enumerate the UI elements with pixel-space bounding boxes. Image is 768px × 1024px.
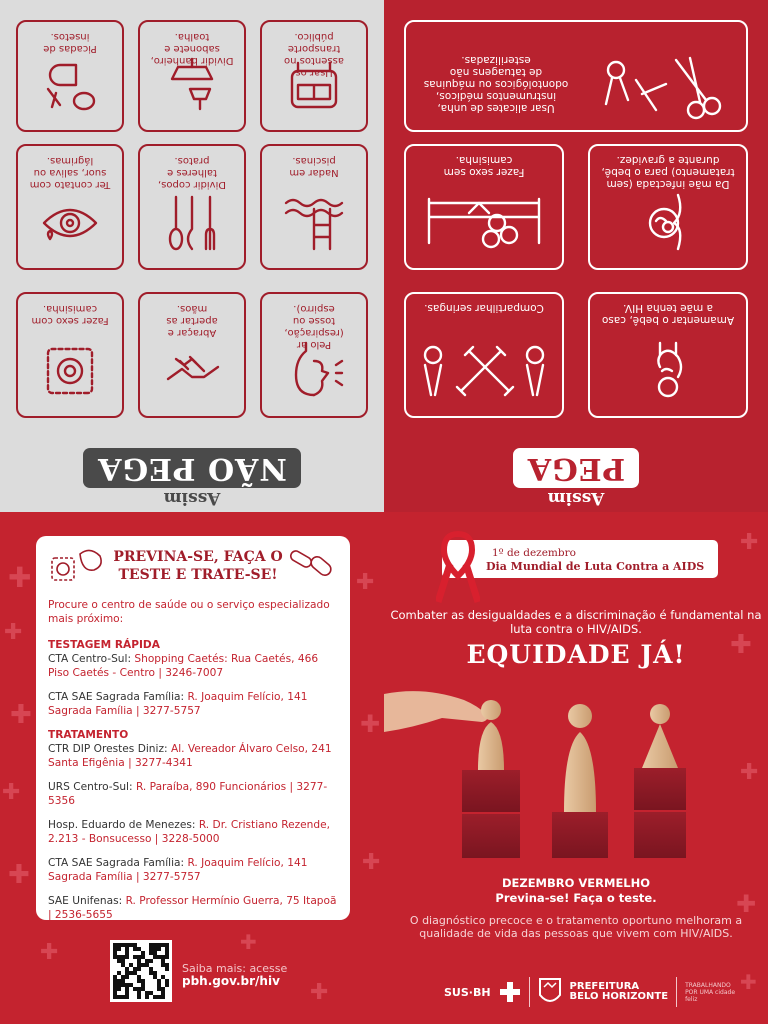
divider [529,977,530,1007]
tile-text: Compartilhar seringas. [424,302,544,314]
tile-text: Usar os assentos no transporte público. [284,31,344,78]
plus-decoration-icon: ✚ [740,530,759,555]
list-item: Hosp. Eduardo de Menezes: R. Dr. Cristiano Rezende, 2.213 - Bonsucesso | 3228-5000 [48,819,330,845]
sus-bh-logo: SUS·BH [444,985,491,999]
saiba-label: Saiba mais: acesse [182,962,288,975]
bh-crest-icon [538,977,562,1007]
nao-pega-tag: NÃO PEGA [83,448,301,488]
saiba-mais [182,962,287,988]
banner-title: Dia Mundial de Luta Contra a AIDS [486,560,705,573]
plus-decoration-icon: ✚ [4,620,23,645]
syringes-people-icon [406,336,562,406]
plus-decoration-icon: ✚ [740,970,757,994]
tile-text: Amamentar o bebê, caso a mãe tenha HIV. [601,302,735,326]
red-ribbon-icon [436,530,480,606]
plus-decoration-icon: ✚ [40,940,59,965]
tile-assentos [260,20,368,132]
qr-code[interactable] [110,940,172,1002]
tile-text: Usar alicates de unha, instrumentos médicos, odontológicos ou máquinas de tatuagens não esterilizadas. [423,54,569,114]
list-item: URS Centro-Sul: R. Paraíba, 890 Funcionários | 3277-5356 [48,781,328,807]
tile-piscina [260,144,368,270]
pregnant-belly-icon [590,188,746,258]
bed-couple-icon [406,188,562,258]
tile-banheiro [138,20,246,132]
nao-pega-title [0,448,384,508]
tile-text: Fazer sexo sem camisinha. [443,154,525,178]
dez-line2: Previna-se! Faça o teste. [495,891,657,905]
assim-label: Assim [547,488,605,508]
tile-ar [260,292,368,418]
wooden-figures-photo [384,680,768,860]
condom-icon [48,544,108,584]
tile-text: Abraçar e apertar as mãos. [166,303,218,338]
date-banner [442,540,718,578]
plus-decoration-icon: ✚ [362,850,381,875]
tile-text: Dividir banheiro, sabonete e toalha. [150,31,234,66]
dez-line1: DEZEMBRO VERMELHO [501,876,651,890]
tile-amamentar [588,292,748,418]
dezembro-vermelho [384,876,768,906]
plus-decoration-icon: ✚ [310,980,329,1005]
headline: EQUIDADE JÁ! [466,640,686,669]
tile-gravidez [588,144,748,270]
poster [384,512,768,1024]
plus-decoration-icon: ✚ [730,630,752,660]
assim-label: Assim [163,488,221,508]
list-item: CTA SAE Sagrada Família: R. Joaquim Felício, 141 Sagrada Família | 3277-5757 [48,691,308,717]
handshake-icon [140,336,244,406]
qr-module [165,995,169,999]
plus-decoration-icon: ✚ [736,890,757,918]
plus-decoration-icon: ✚ [10,700,32,730]
plus-decoration-icon: ✚ [2,780,21,805]
pega-panel [384,0,768,512]
subheadline: Combater as desigualdades e a discriminação é fundamental na luta contra o HIV/AIDS. [390,608,762,636]
sus-cross-icon [499,981,521,1003]
card-intro: Procure o centro de saúde ou o serviço especializado mais próximo: [48,599,330,625]
tile-text: Fazer sexo com camisinha. [31,303,109,326]
tile-seringas [404,292,564,418]
bottom-half [0,512,768,1024]
tile-abracar [138,292,246,418]
card-title: PREVINA-SE, FAÇA O TESTE E TRATE-SE! [113,549,283,583]
tile-text: Da mãe infectada (sem tratamento) para o bebê, durante a gravidez. [601,154,735,190]
cutlery-icon [140,188,244,258]
pills-icon [286,544,336,584]
tile-text: Ter contato com suor, saliva ou lágrimas. [29,155,111,190]
diagnostic-text: O diagnóstico precoce e o tratamento oportuno melhoram a qualidade de vida das pessoas que vivem com HIV/AIDS. [409,914,743,940]
section-testagem: TESTAGEM RÁPIDA [48,639,160,651]
tile-camisinha [16,292,124,418]
list-item: CTA SAE Sagrada Família: R. Joaquim Felício, 141 Sagrada Família | 3277-5757 [48,857,308,883]
plus-decoration-icon: ✚ [740,760,759,785]
tile-suor [16,144,124,270]
list-item: CTR DIP Orestes Diniz: Al. Vereador Álvaro Celso, 241 Santa Efigênia | 3277-4341 [48,743,332,769]
pega-title [384,448,768,508]
tile-sexo-sem [404,144,564,270]
card-body [48,598,342,932]
plus-decoration-icon: ✚ [8,860,30,890]
plus-decoration-icon: ✚ [360,710,381,738]
tile-text: Pelo ar (respiração, tosse ou espirro). [284,303,344,350]
tile-text: Nadar em piscinas. [289,155,339,178]
list-item: CTA Centro-Sul: Shopping Caetés: Rua Caetés, 466 Piso Caetés - Centro | 3246-7007 [48,653,319,679]
tile-text: Picadas de insetos. [43,31,97,54]
saiba-url[interactable]: pbh.gov.br/hiv [182,974,280,988]
plus-decoration-icon: ✚ [8,561,32,594]
info-card [36,536,350,920]
tile-alicates [404,20,748,132]
tile-talheres [138,144,246,270]
divider [676,977,677,1007]
logo-bar [444,974,744,1010]
trabalhando-logo: TRABALHANDO POR UMA cidade feliz [685,981,736,1003]
nao-pega-panel [0,0,384,512]
prefeitura-logo: PREFEITURA BELO HORIZONTE [569,981,669,1002]
eye-tear-icon [18,188,122,258]
banner-date: 1º de dezembro [492,547,576,559]
pega-tag: PEGA [513,448,639,488]
section-tratamento: TRATAMENTO [48,729,129,741]
insect-bite-icon [18,50,122,120]
breastfeeding-icon [590,336,746,406]
condom-icon [18,336,122,406]
tile-picadas [16,20,124,132]
list-item: SAE Unifenas: R. Professor Hermínio Guerra, 75 Itapoã | 2536-5655 [48,895,337,921]
tile-text: Dividir copos, talheres e pratos. [157,155,227,190]
pool-icon [262,188,366,258]
plus-decoration-icon: ✚ [240,930,257,954]
plus-decoration-icon: ✚ [356,570,375,595]
